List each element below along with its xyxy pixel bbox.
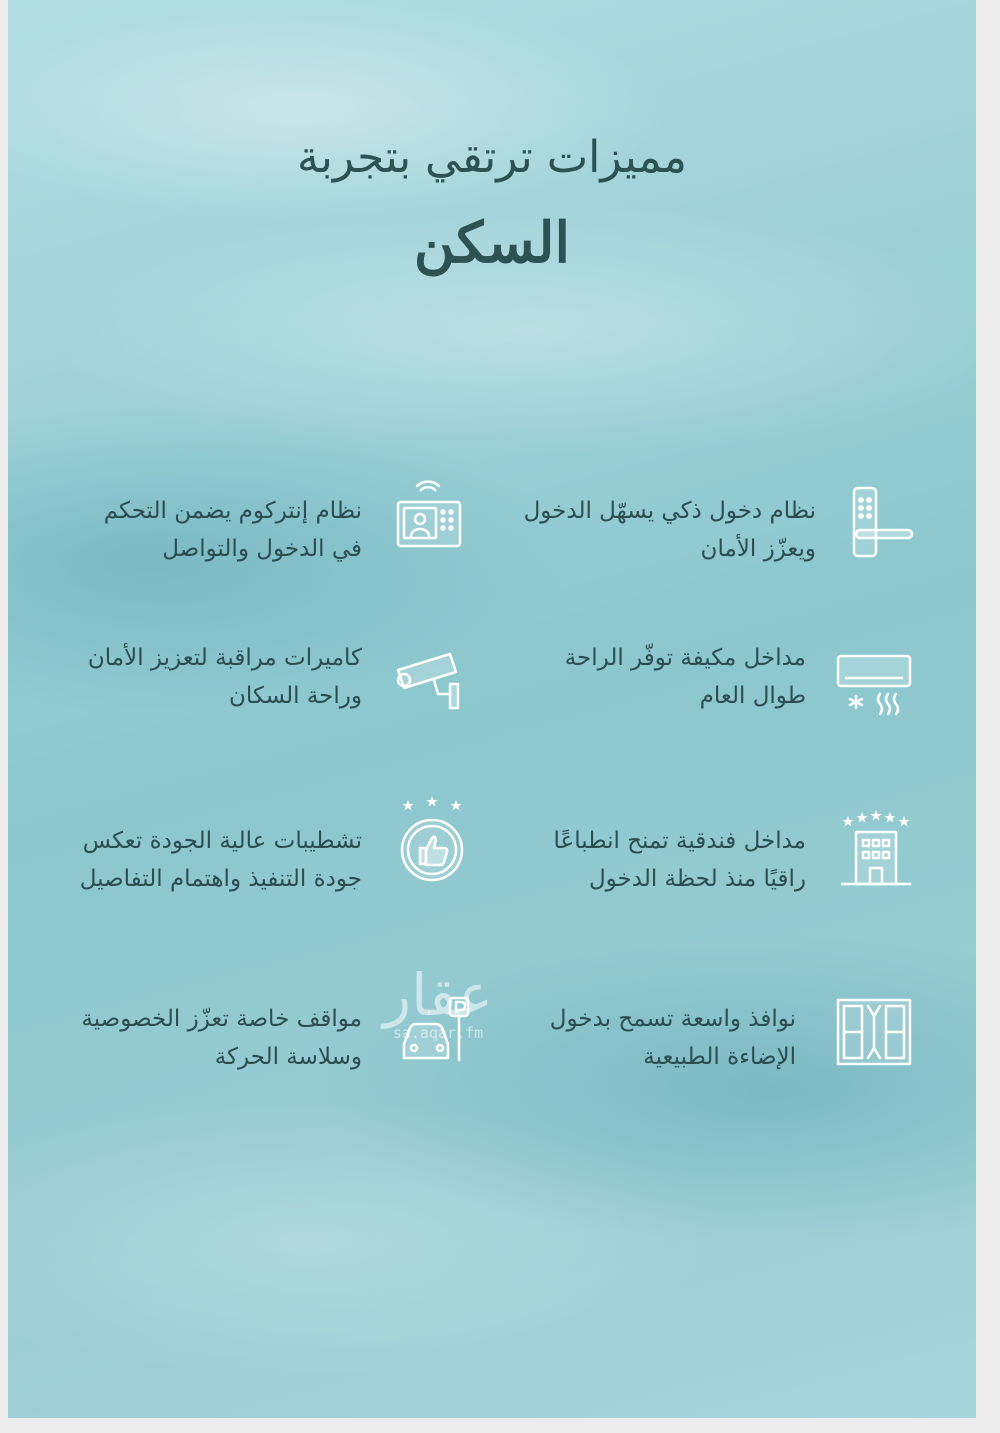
feature-line: جودة التنفيذ واهتمام التفاصيل — [79, 866, 362, 892]
page-title-line2: السكن — [413, 210, 571, 276]
feature-finishes — [72, 822, 362, 898]
feature-line: في الدخول والتواصل — [162, 536, 362, 562]
security-camera-icon — [390, 640, 470, 720]
feature-line: نوافذ واسعة تسمح بدخول — [549, 1006, 796, 1032]
poster-background — [8, 0, 976, 1418]
hotel-building-icon — [836, 810, 916, 890]
feature-line: كاميرات مراقبة لتعزيز الأمان — [87, 645, 362, 671]
feature-line: ويعزّز الأمان — [700, 536, 816, 562]
smart-lock-icon — [838, 482, 918, 562]
feature-line: وراحة السكان — [229, 683, 362, 709]
feature-line: راقيًا منذ لحظة الدخول — [588, 866, 806, 892]
feature-line: مداخل فندقية تمنح انطباعًا — [553, 828, 806, 854]
feature-ac-entrances — [516, 639, 806, 715]
page-title-line1: مميزات ترتقي بتجربة — [297, 132, 687, 183]
feature-line: الإضاءة الطبيعية — [643, 1044, 796, 1070]
feature-windows — [506, 1000, 796, 1076]
thumbs-up-stars-icon — [392, 794, 472, 874]
feature-line: نظام إنتركوم يضمن التحكم — [103, 498, 362, 524]
air-conditioner-icon — [834, 642, 914, 722]
watermark — [373, 960, 503, 1070]
watermark-arabic: عقار — [383, 961, 493, 1029]
watermark-latin: sa.aqar.fm — [392, 1024, 484, 1042]
feature-line: طوال العام — [699, 683, 806, 709]
feature-cameras — [72, 639, 362, 715]
feature-line: نظام دخول ذكي يسهّل الدخول — [523, 498, 816, 524]
feature-line: مداخل مكيفة توفّر الراحة — [564, 645, 806, 671]
feature-line: مواقف خاصة تعزّز الخصوصية — [81, 1006, 362, 1032]
feature-line: وسلاسة الحركة — [214, 1044, 362, 1070]
feature-hotel-entrances — [516, 822, 806, 898]
feature-smart-entry — [523, 492, 816, 568]
window-icon — [834, 992, 914, 1072]
feature-line: تشطيبات عالية الجودة تعكس — [82, 828, 362, 854]
intercom-icon — [388, 480, 468, 560]
feature-intercom — [72, 492, 362, 568]
feature-parking — [72, 1000, 362, 1076]
